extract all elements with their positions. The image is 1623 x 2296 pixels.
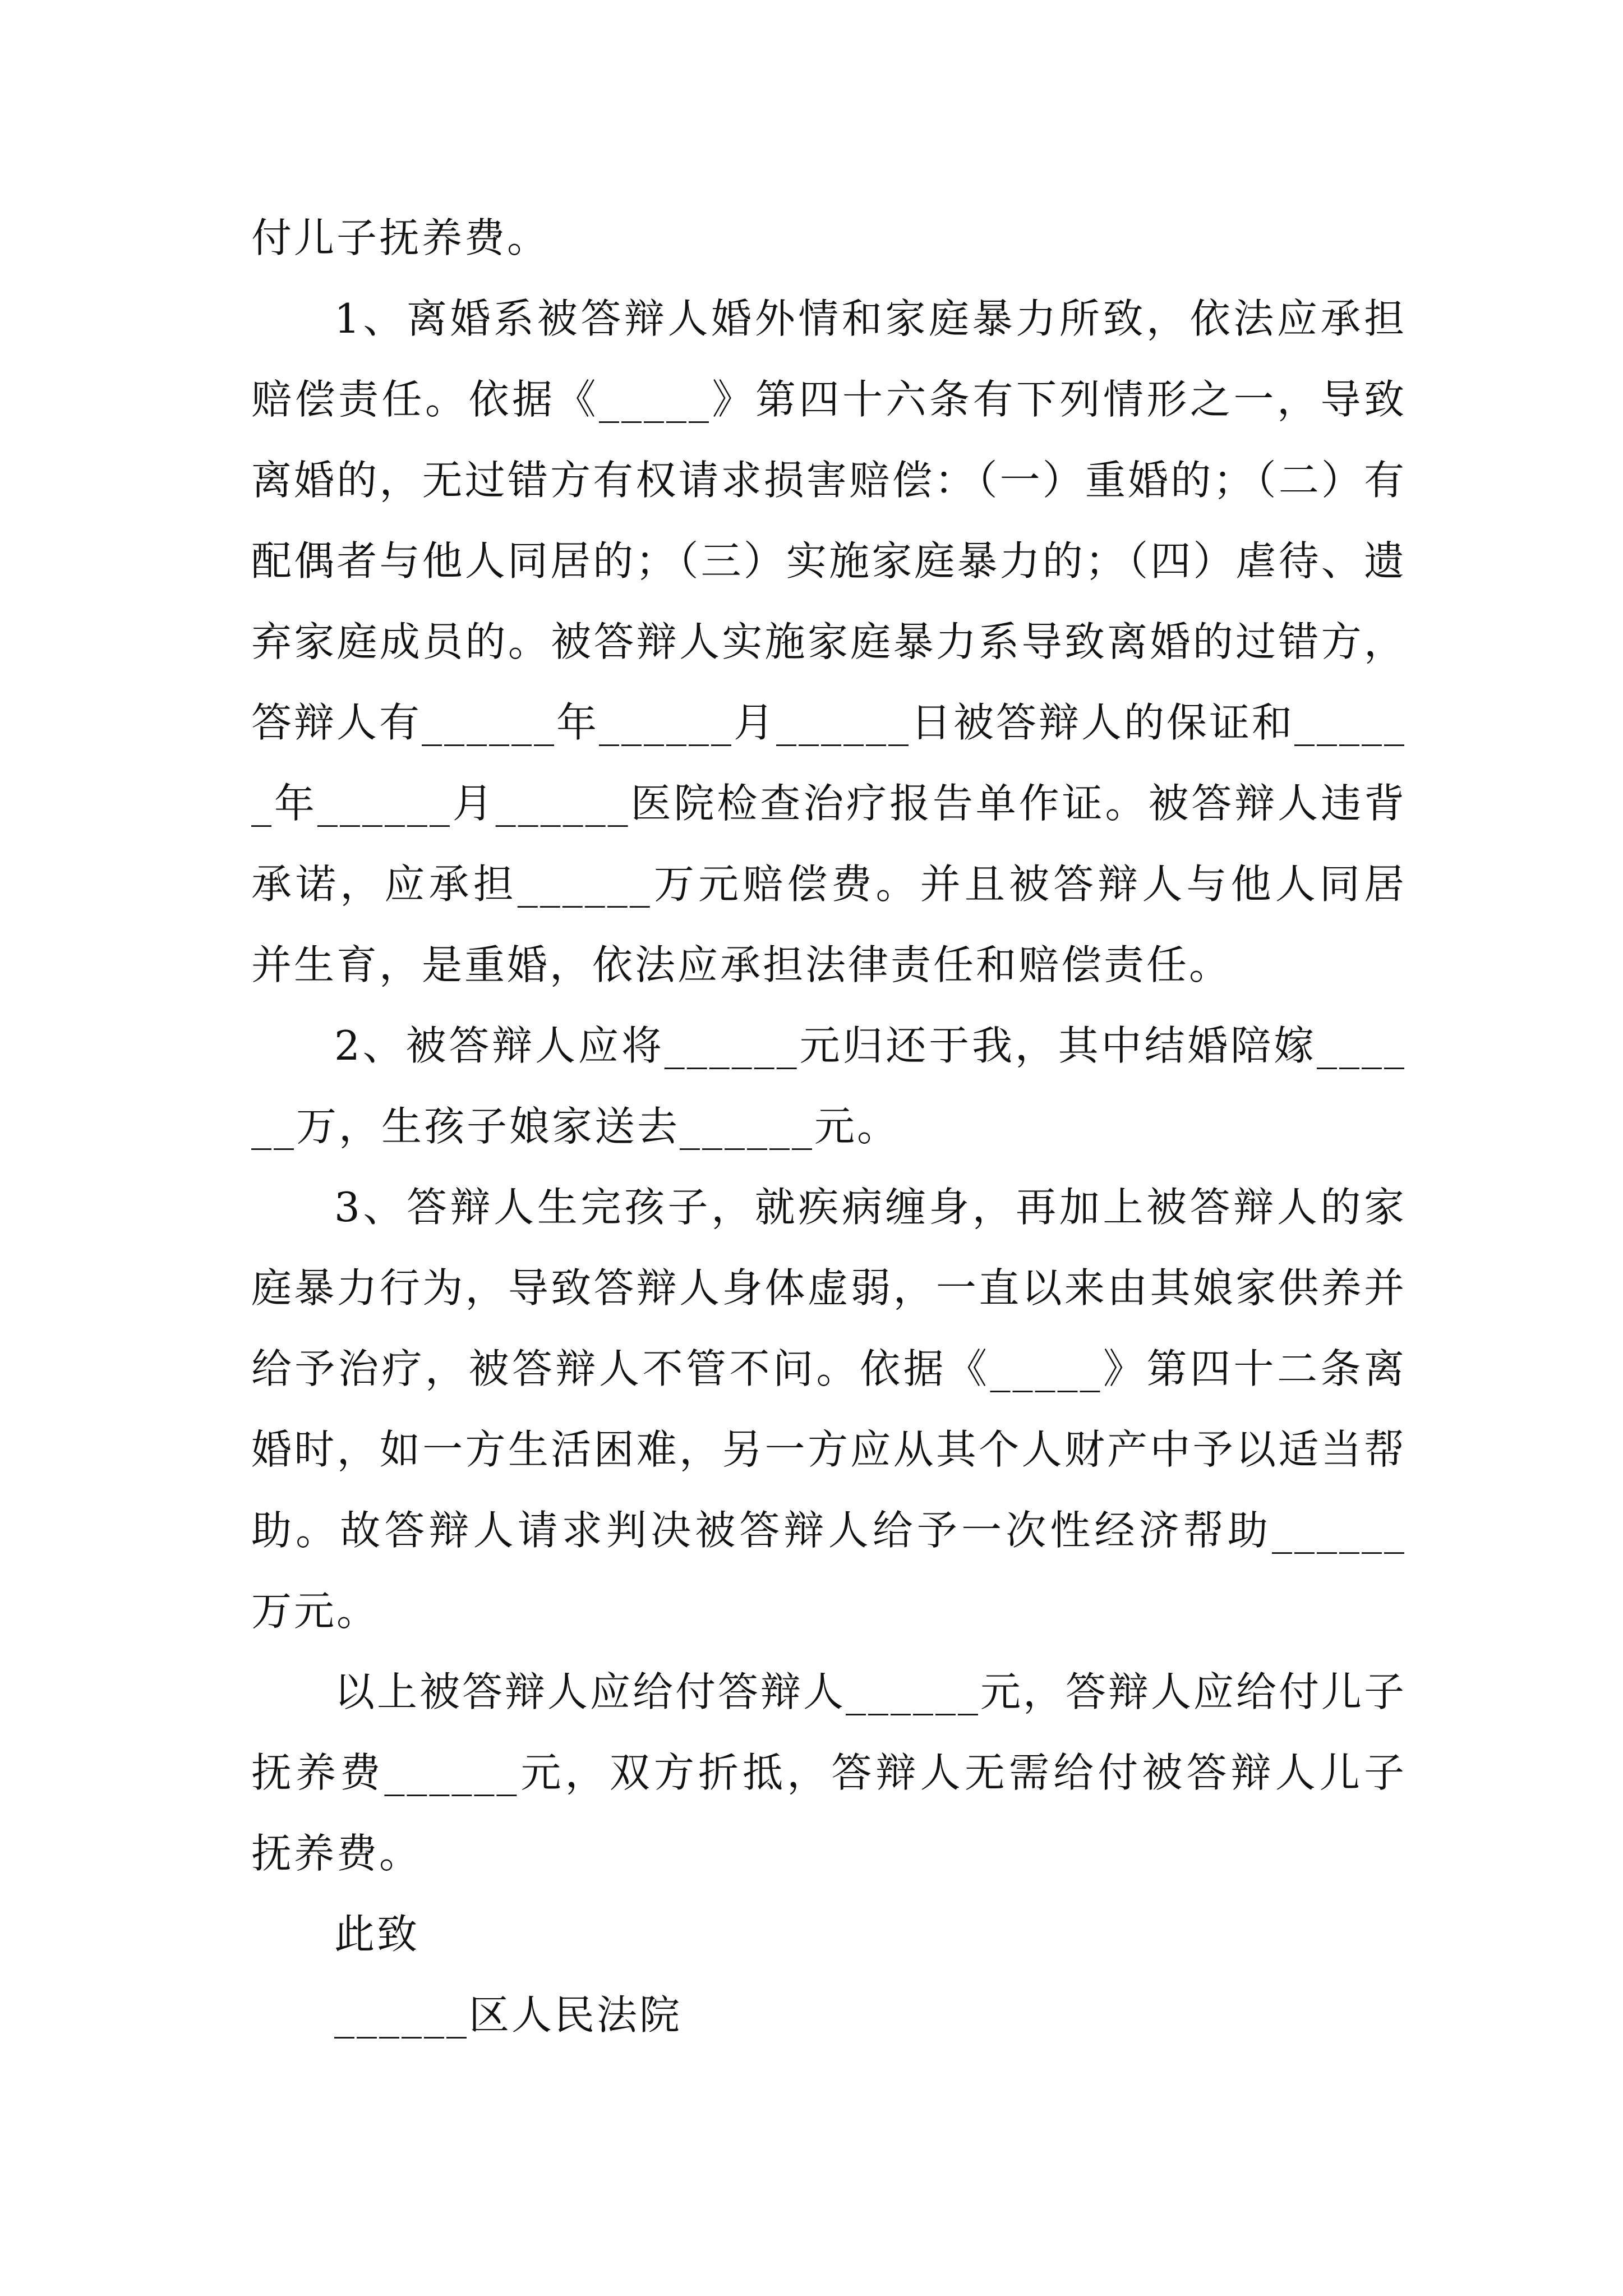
paragraph-summary: 以上被答辩人应给付答辩人______元，答辩人应给付儿子抚养费______元，双方折抵，答辩人无需给付被答辩人儿子抚养费。 (251, 1668, 1407, 1877)
closing-salutation: 此致 (334, 1911, 420, 1958)
paragraph-return-money: 2、被答辩人应将______元归还于我，其中结婚陪嫁______万，生孩子娘家送去______元。 (251, 1022, 1407, 1150)
paragraph-economic-help: 3、答辩人生完孩子，就疾病缠身，再加上被答辩人的家庭暴力行为，导致答辩人身体虚弱，一直以来由其娘家供养并给予治疗，被答辩人不管不问。依据《_____》第四十二条离婚时，如一方生活困难，另一方应从其个人财产中予以适当帮助。故答辩人请求判决被答辩人给予一次性经济帮助______万元。 (251, 1184, 1407, 1635)
document-body (251, 197, 1407, 2055)
paragraph-continuation: 付儿子抚养费。 (251, 214, 550, 261)
paragraph-compensation-claim: 1、离婚系被答辩人婚外情和家庭暴力所致，依法应承担赔偿责任。依据《_____》第四十六条有下列情形之一，导致离婚的，无过错方有权请求损害赔偿：（一）重婚的；（二）有配偶者与他人同居的；（三）实施家庭暴力的；（四）虐待、遗弃家庭成员的。被答辩人实施家庭暴力系导致离婚的过错方，答辩人有______年______月______日被答辩人的保证和______年______月______医院检查治疗报告单作证。被答辩人违背承诺，应承担______万元赔偿费。并且被答辩人与他人同居并生育，是重婚，依法应承担法律责任和赔偿责任。 (251, 295, 1407, 988)
closing-recipient-court: ______区人民法院 (334, 1991, 683, 2039)
